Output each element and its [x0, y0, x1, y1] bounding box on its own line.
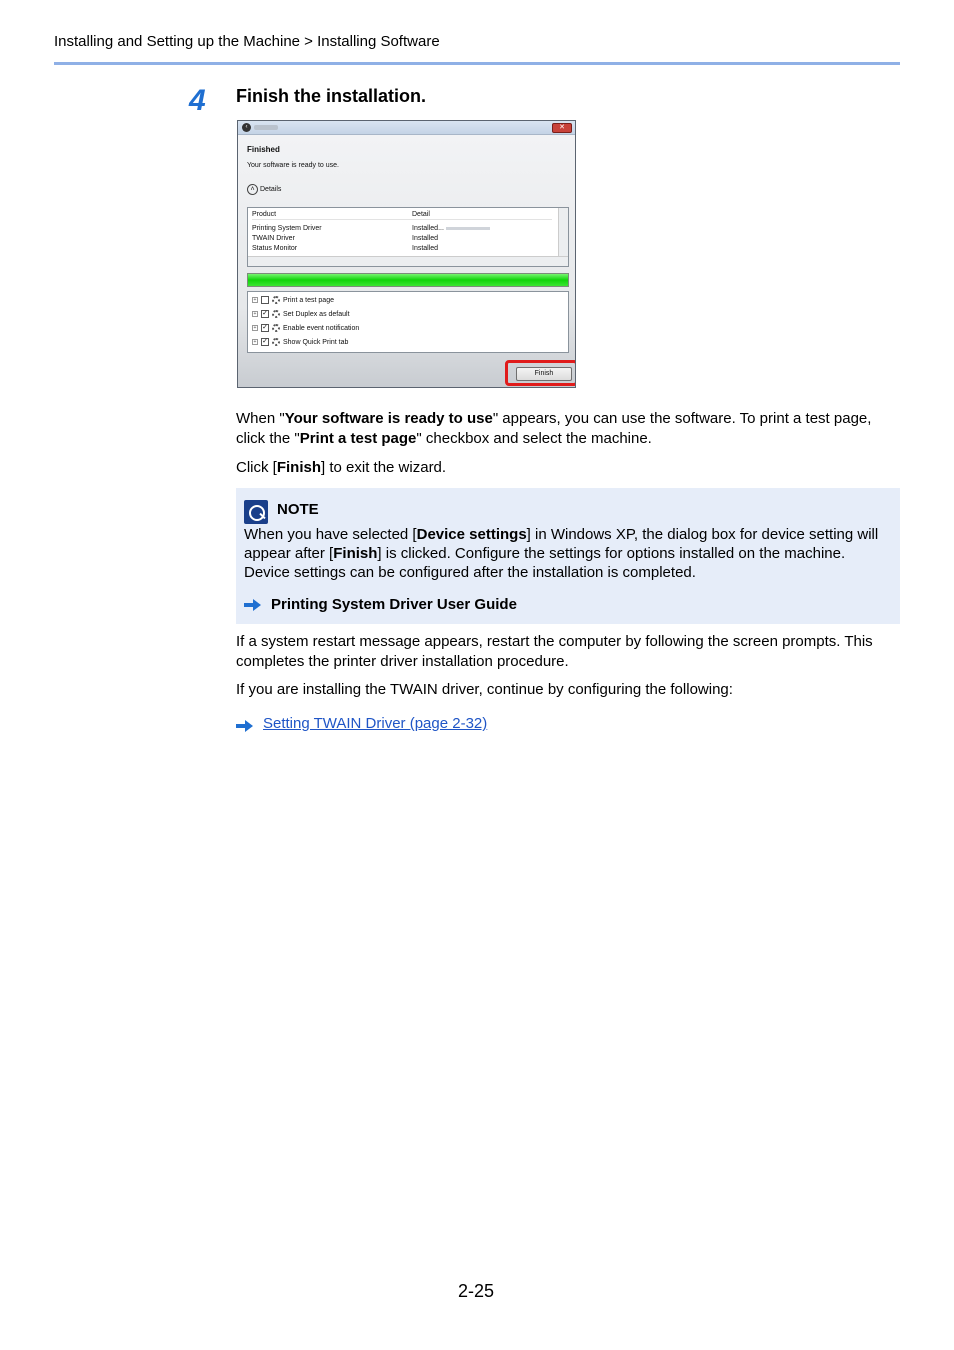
- table-row: [252, 225, 552, 232]
- expand-icon[interactable]: +: [253, 297, 257, 303]
- breadcrumb: Installing and Setting up the Machine > Installing Software: [54, 33, 440, 50]
- note-magnifier-icon: [244, 500, 268, 524]
- gear-icon: [272, 296, 280, 304]
- option-set-duplex-default[interactable]: [252, 310, 350, 318]
- finish-button[interactable]: Finish: [516, 367, 572, 381]
- option-label: Enable event notification: [283, 324, 360, 332]
- expand-icon[interactable]: +: [253, 339, 257, 345]
- dialog-title-blurred: [254, 125, 278, 130]
- blurred-version: [446, 227, 490, 230]
- option-enable-event-notification[interactable]: [252, 324, 359, 332]
- gear-icon: [272, 310, 280, 318]
- installer-dialog-screenshot: [237, 120, 576, 388]
- arrow-right-icon: [236, 720, 253, 732]
- note-text: When you have selected [Device settings] in Windows XP, the dialog box for device setting will appear after [Finish] is clicked. Configure the settings for options installed on the machine. Device settings can be configured after the installation is completed.: [244, 526, 879, 581]
- dialog-heading: Finished: [247, 145, 280, 154]
- twain-driver-link[interactable]: Setting TWAIN Driver (page 2-32): [263, 715, 488, 732]
- product-name: Status Monitor: [252, 245, 298, 252]
- restart-paragraph: If a system restart message appears, restart the computer by following the screen prompts. This completes the printer driver installation procedure.: [236, 633, 873, 670]
- back-icon[interactable]: ‹: [242, 123, 251, 132]
- table-header: [252, 211, 552, 220]
- option-print-test-page[interactable]: [252, 296, 334, 304]
- installed-products-table: [247, 207, 569, 267]
- step-number: 4: [189, 84, 206, 117]
- note-label: NOTE: [277, 501, 319, 518]
- option-show-quick-print-tab[interactable]: [252, 338, 348, 346]
- option-label: Set Duplex as default: [283, 310, 350, 318]
- table-row: [252, 245, 552, 252]
- product-name: Printing System Driver: [252, 225, 322, 232]
- table-row: [252, 235, 552, 242]
- column-header-detail: Detail: [412, 211, 430, 218]
- column-header-product: Product: [252, 211, 277, 218]
- step-title: Finish the installation.: [236, 86, 427, 106]
- horizontal-scrollbar[interactable]: [248, 256, 568, 266]
- arrow-right-icon: [244, 599, 261, 611]
- gear-icon: [272, 324, 280, 332]
- checkbox-checked[interactable]: ✓: [262, 324, 268, 331]
- product-detail: Installed...: [412, 225, 490, 232]
- reference-guide: Printing System Driver User Guide: [271, 596, 517, 613]
- vertical-scrollbar[interactable]: [558, 208, 568, 256]
- checkbox[interactable]: [261, 296, 269, 304]
- option-label: Print a test page: [283, 296, 334, 304]
- note-box: [236, 488, 900, 624]
- instruction-paragraph: When "Your software is ready to use" appears, you can use the software. To print a test page, click the "Print a test page" checkbox and select the machine.: [236, 410, 872, 447]
- close-icon[interactable]: ✕: [552, 123, 572, 133]
- product-name: TWAIN Driver: [252, 235, 295, 242]
- product-detail: Installed: [412, 245, 439, 252]
- option-label: Show Quick Print tab: [283, 338, 349, 346]
- chevron-up-icon: ˄: [247, 184, 258, 195]
- post-install-options: [247, 291, 569, 353]
- install-progress-bar: [247, 273, 569, 287]
- dialog-titlebar: [238, 121, 575, 135]
- gear-icon: [272, 338, 280, 346]
- page-number: 2-25: [458, 1281, 495, 1301]
- twain-paragraph: If you are installing the TWAIN driver, continue by configuring the following:: [236, 681, 733, 698]
- details-label: Details: [260, 186, 282, 193]
- checkbox-checked[interactable]: ✓: [262, 338, 268, 345]
- product-detail: Installed: [412, 235, 439, 242]
- dialog-status-text: Your software is ready to use.: [247, 162, 339, 169]
- header-divider: [54, 62, 900, 65]
- expand-icon[interactable]: +: [253, 325, 257, 331]
- details-toggle[interactable]: [247, 184, 281, 195]
- checkbox-checked[interactable]: ✓: [262, 310, 268, 317]
- expand-icon[interactable]: +: [253, 311, 257, 317]
- finish-instruction: Click [Finish] to exit the wizard.: [236, 459, 447, 476]
